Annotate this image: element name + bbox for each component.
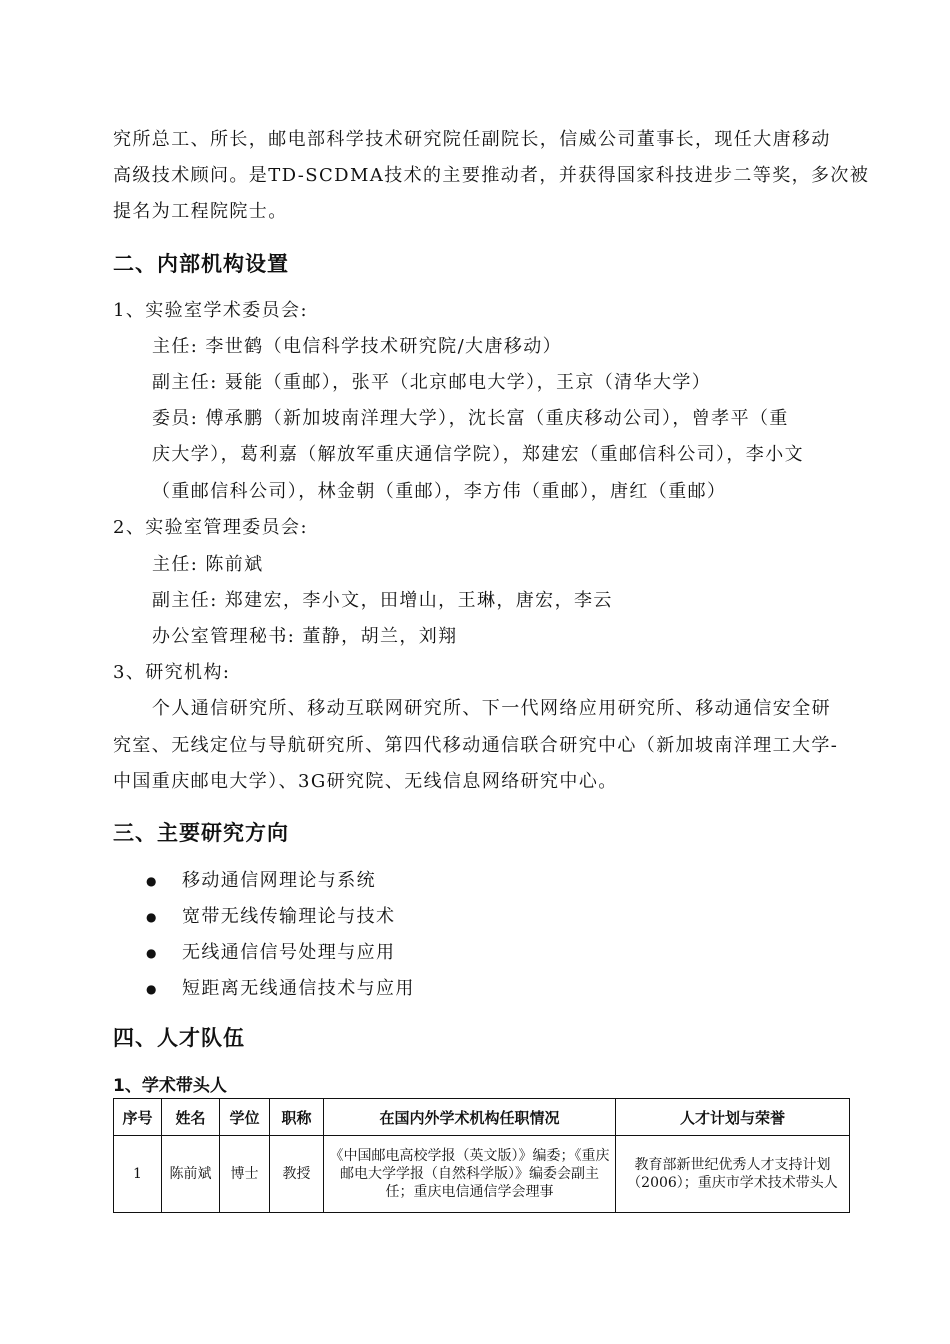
institutes-line: 中国重庆邮电大学）、3G研究院、无线信息网络研究中心。 — [113, 771, 618, 792]
table-cell: 《中国邮电高校学报（英文版）》编委；《重庆邮电大学学报（自然科学版）》编委会副主任；重庆电信通信学会理事 — [324, 1136, 616, 1213]
academic-leaders-table — [113, 1098, 850, 1213]
committee-deputy: 副主任: 聂能（重邮），张平（北京邮电大学），王京（清华大学） — [152, 372, 712, 393]
committee-members-line: （重邮信科公司），林金朝（重邮），李方伟（重邮），唐红（重邮） — [152, 481, 727, 502]
committee-members-line: 庆大学），葛利嘉（解放军重庆通信学院），郑建宏（重邮信科公司），李小文 — [152, 444, 804, 465]
institutes-line: 究室、无线定位与导航研究所、第四代移动通信联合研究中心（新加坡南洋理工大学- — [113, 735, 839, 756]
committee-title: 1、实验室学术委员会: — [113, 300, 308, 321]
bullet-icon: ● — [146, 874, 158, 888]
intro-line: 究所总工、所长，邮电部科学技术研究院任副院长，信威公司董事长，现任大唐移动 — [113, 129, 831, 150]
committee-title: 2、实验室管理委员会: — [113, 517, 308, 538]
committee-director: 主任: 陈前斌 — [152, 554, 264, 575]
table-row — [114, 1136, 850, 1213]
committee-deputy: 副主任: 郑建宏，李小文，田增山，王琳，唐宏，李云 — [152, 590, 613, 611]
list-item-label: 宽带无线传输理论与技术 — [182, 906, 396, 927]
section-heading: 二、内部机构设置 — [113, 252, 289, 276]
institutes-title: 3、研究机构: — [113, 662, 231, 683]
table-cell: 教授 — [270, 1136, 324, 1213]
column-header: 人才计划与荣誉 — [616, 1099, 850, 1136]
bullet-icon: ● — [146, 946, 158, 960]
column-header: 姓名 — [162, 1099, 220, 1136]
column-header: 序号 — [114, 1099, 162, 1136]
section-heading: 四、人才队伍 — [113, 1026, 245, 1050]
list-item — [146, 905, 395, 929]
subsection-heading: 1、学术带头人 — [113, 1076, 227, 1096]
column-header: 在国内外学术机构任职情况 — [324, 1099, 616, 1136]
list-item — [146, 869, 376, 893]
institutes-line: 个人通信研究所、移动互联网研究所、下一代网络应用研究所、移动通信安全研 — [152, 698, 831, 719]
list-item-label: 移动通信网理论与系统 — [182, 870, 376, 891]
intro-line: 高级技术顾问。是TD-SCDMA技术的主要推动者，并获得国家科技进步二等奖，多次被 — [113, 165, 870, 186]
table-cell: 博士 — [220, 1136, 270, 1213]
committee-secretary: 办公室管理秘书: 董静，胡兰，刘翔 — [152, 626, 458, 647]
bullet-icon: ● — [146, 910, 158, 924]
list-item — [146, 941, 395, 965]
column-header: 职称 — [270, 1099, 324, 1136]
bullet-icon: ● — [146, 982, 158, 996]
intro-line: 提名为工程院院士。 — [113, 201, 288, 222]
table-cell: 陈前斌 — [162, 1136, 220, 1213]
list-item-label: 无线通信信号处理与应用 — [182, 942, 396, 963]
table-header-row — [114, 1099, 850, 1136]
list-item — [146, 977, 415, 1001]
section-heading: 三、主要研究方向 — [113, 821, 289, 845]
committee-director: 主任: 李世鹤（电信科学技术研究院/大唐移动） — [152, 336, 563, 357]
list-item-label: 短距离无线通信技术与应用 — [182, 978, 415, 999]
table-cell: 1 — [114, 1136, 162, 1213]
column-header: 学位 — [220, 1099, 270, 1136]
committee-members-line: 委员: 傅承鹏（新加坡南洋理大学），沈长富（重庆移动公司），曾孝平（重 — [152, 408, 789, 429]
table-cell: 教育部新世纪优秀人才支持计划（2006）；重庆市学术技术带头人 — [616, 1136, 850, 1213]
